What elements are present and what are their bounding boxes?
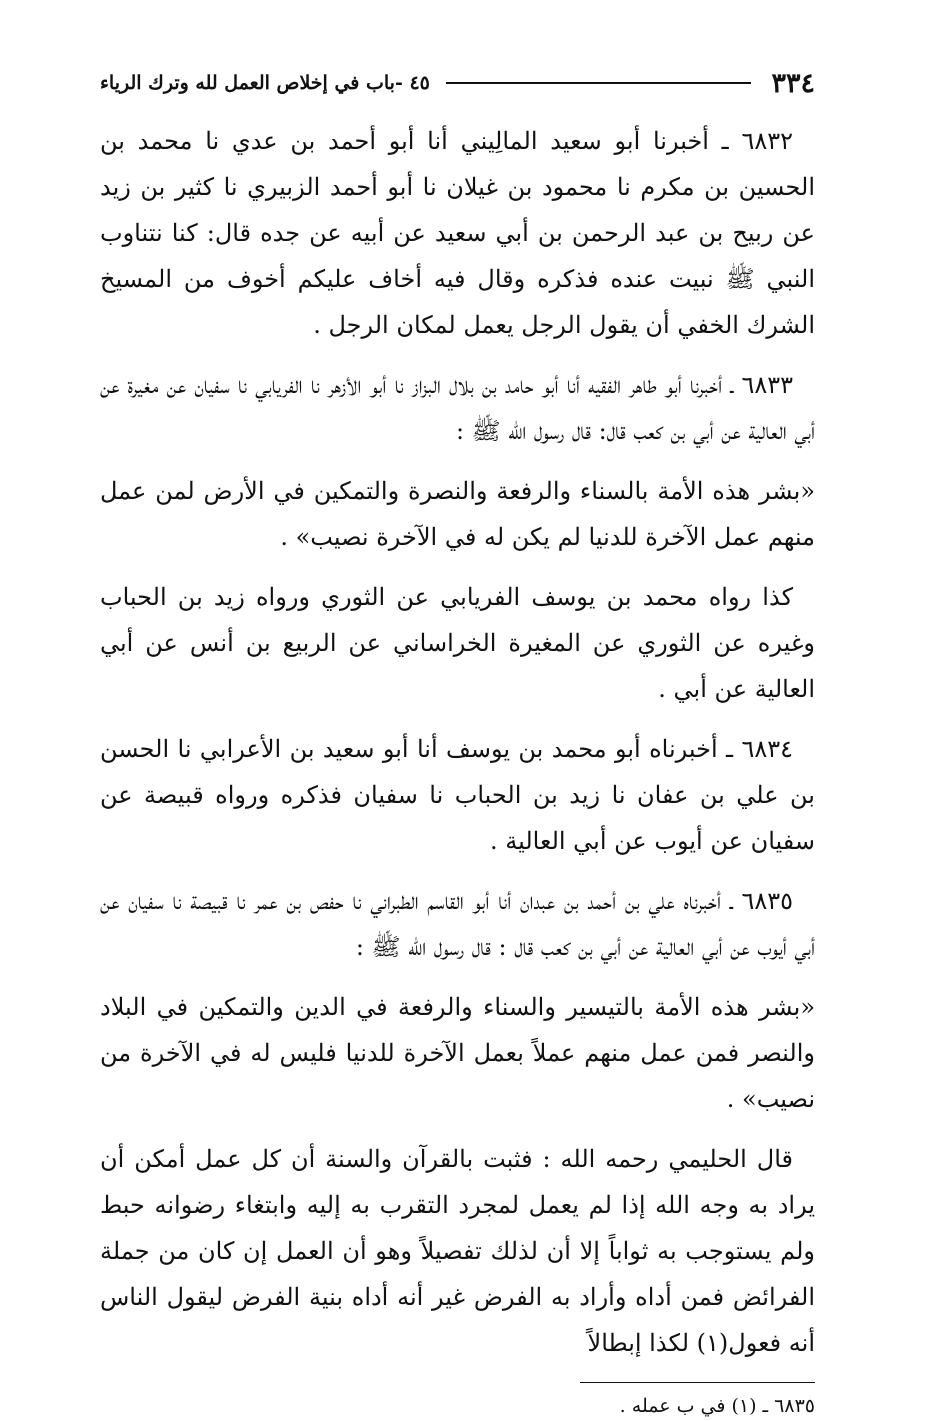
- page-header: [100, 58, 815, 108]
- body-text: [100, 118, 815, 1366]
- running-title: ٤٥ -باب في إخلاص العمل لله وترك الرياء: [100, 72, 430, 94]
- page-number: ٣٣٤: [771, 67, 815, 99]
- narration-note: كذا رواه محمد بن يوسف الفريابي عن الثوري ورواه زيد بن الحباب وغيره عن الثوري عن المغيرة الخراساني عن الربيع بن أنس عن أبي العالية عن أبي .: [100, 583, 815, 703]
- hadith-6835: ٦٨٣٥ ـ أخبرناه علي بن أحمد بن عبدان أنا أبو القاسم الطبراني نا حفص بن عمر نا قبيصة نا سفيان عن أبي أيوب عن أبي العالية عن أبي بن كعب قال : قال رسول الله ﷺ :: [100, 887, 815, 961]
- hadith-6832: ٦٨٣٢ ـ أخبرنا أبو سعيد المالِيني أنا أبو أحمد بن عدي نا محمد بن الحسين بن مكرم نا محمود بن غيلان نا أبو أحمد الزبيري نا كثير بن زيد عن ربيح بن عبد الرحمن بن أبي سعيد عن أبيه عن جده قال: كنا نتناوب النبي ﷺ نبيت عنده فذكره وقال فيه أخاف عليكم أخوف من المسيخ الشرك الخفي أن يقول الرجل يعمل لمكان الرجل .: [100, 127, 815, 339]
- book-page: [100, 58, 815, 1421]
- header-rule: [446, 82, 752, 84]
- footnote: ٦٨٣٥ ـ (١) في ب عمله .: [619, 1395, 815, 1417]
- hadith-6834: ٦٨٣٤ ـ أخبرناه أبو محمد بن يوسف أنا أبو سعيد بن الأعرابي نا الحسن بن علي بن عفان نا زيد بن الحباب نا سفيان فذكره ورواه قبيصة عن سفيان عن أيوب عن أبي العالية .: [100, 735, 815, 855]
- hadith-6833-quote: «بشر هذه الأمة بالسناء والرفعة والنصرة والتمكين في الأرض لمن عمل منهم عمل الآخرة للدنيا لم يكن له في الآخرة نصيب» .: [100, 477, 815, 551]
- hadith-6835-quote: «بشر هذه الأمة بالتيسير والسناء والرفعة في الدين والتمكين في البلاد والنصر فمن عمل منهم عملاً بعمل الآخرة للدنيا فليس له في الآخرة من نصيب» .: [100, 993, 816, 1113]
- footnote-rule: [580, 1382, 815, 1383]
- halimi-commentary: قال الحليمي رحمه الله : فثبت بالقرآن والسنة أن كل عمل أمكن أن يراد به وجه الله إذا لم يعمل لمجرد التقرب به إليه وابتغاء رضوانه حبط ولم يستوجب به ثواباً إلا أن لذلك تفصيلاً وهو أن العمل إن كان من جملة الفرائض فمن أداه وأراد به الفرض غير أنه أداه بنية الفرض ليقول الناس أنه فعول(١) لكذا إبطالاً: [100, 1145, 815, 1357]
- hadith-6833: ٦٨٣٣ ـ أخبرنا أبو طاهر الفقيه أنا أبو حامد بن بلال البزاز نا أبو الأزهر نا الفريابي نا سفيان عن مغيرة عن أبي العالية عن أبي بن كعب قال: قال رسول الله ﷺ :: [100, 371, 815, 445]
